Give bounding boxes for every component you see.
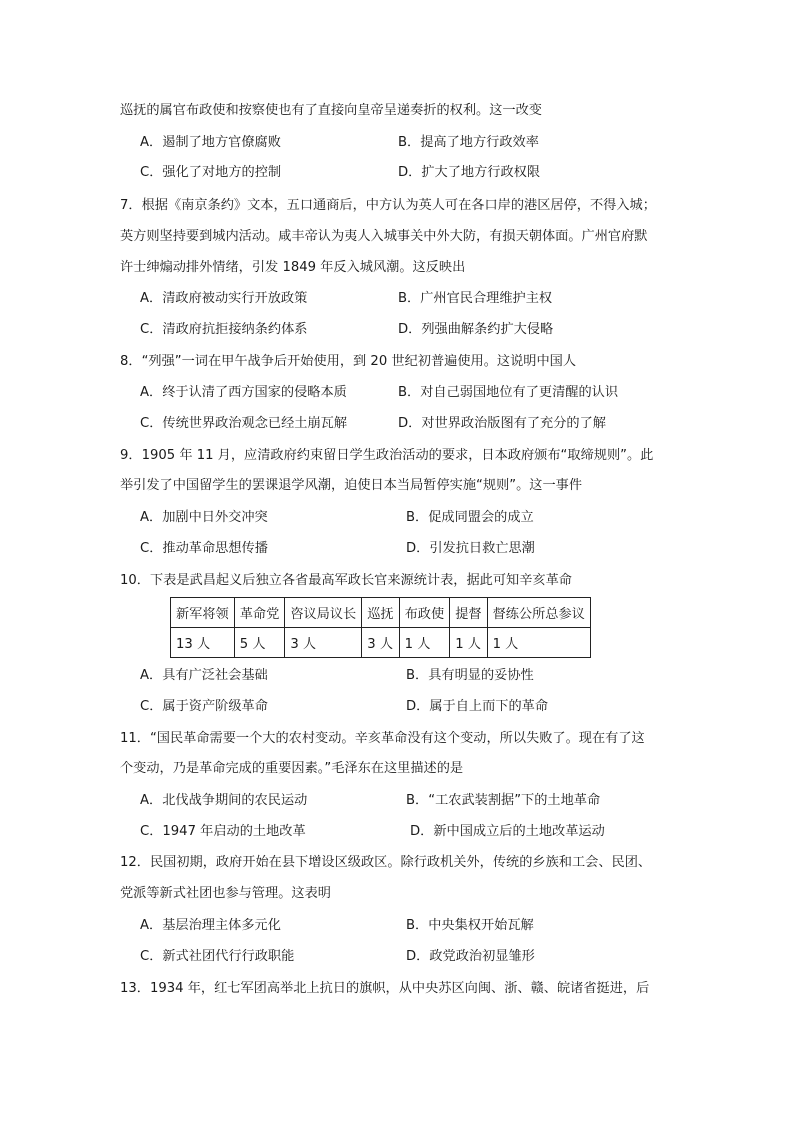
question-9-line-1: 9．1905 年 11 月，应清政府约束留日学生政治活动的要求，日本政府颁布“取缔规则”。此 [120,448,654,463]
table-header-cell: 提督 [450,598,487,628]
question-8-option-d[interactable]: D．对世界政治版图有了充分的了解 [398,416,606,431]
table-cell: 5 人 [234,628,285,658]
question-12-line-1: 12．民国初期，政府开始在县下增设区级政区。除行政机关外，传统的乡族和工会、民团、 [120,855,652,870]
question-9-option-a[interactable]: A．加剧中日外交冲突 [140,510,268,525]
question-7-option-a[interactable]: A．清政府被动实行开放政策 [140,291,308,306]
question-7-line-3: 许士绅煽动排外情绪，引发 1849 年反入城风潮。这反映出 [120,260,466,275]
question-7-option-c[interactable]: C．清政府抗拒接纳条约体系 [140,322,308,337]
question-10-line-1: 10．下表是武昌起义后独立各省最高军政长官来源统计表，据此可知辛亥革命 [120,573,572,588]
table-cell: 13 人 [171,628,235,658]
table-cell: 1 人 [450,628,487,658]
question-8-option-b[interactable]: B．对自己弱国地位有了更清醒的认识 [398,385,619,400]
table-row [171,628,591,658]
question-9-option-b[interactable]: B．促成同盟会的成立 [406,510,534,525]
question-11-option-b[interactable]: B．“工农武装割据”下的土地革命 [406,793,601,808]
question-12-option-d[interactable]: D．政党政治初显雏形 [406,949,535,964]
table-header-cell: 巡抚 [362,598,399,628]
question-8-option-c[interactable]: C．传统世界政治观念已经土崩瓦解 [140,416,348,431]
question-12-line-2: 党派等新式社团也参与管理。这表明 [120,886,331,901]
question-12-option-b[interactable]: B．中央集权开始瓦解 [406,918,534,933]
question-6-option-d[interactable]: D．扩大了地方行政权限 [398,165,541,180]
question-10-option-c[interactable]: C．属于资产阶级革命 [140,699,268,714]
question-6-option-b[interactable]: B．提高了地方行政效率 [398,135,539,150]
question-13-line-1: 13．1934 年，红七军团高举北上抗日的旗帜，从中央苏区向闽、浙、赣、皖诸省挺进，后 [120,981,650,996]
question-11-option-a[interactable]: A．北伐战争期间的农民运动 [140,793,308,808]
question-6-option-c[interactable]: C．强化了对地方的控制 [140,165,282,180]
question-11-line-2: 个变动，乃是革命完成的重要因素。”毛泽东在这里描述的是 [120,761,464,776]
table-cell: 3 人 [285,628,362,658]
question-7-option-d[interactable]: D．列强曲解条约扩大侵略 [398,322,554,337]
question-6-option-a[interactable]: A．遏制了地方官僚腐败 [140,135,281,150]
question-9-option-d[interactable]: D．引发抗日救亡思潮 [406,541,535,556]
question-12-option-c[interactable]: C．新式社团代行行政职能 [140,949,295,964]
table-cell: 3 人 [362,628,399,658]
question-10-option-a[interactable]: A．具有广泛社会基础 [140,668,268,683]
question-10-option-b[interactable]: B．具有明显的妥协性 [406,668,534,683]
table-header-cell: 咨议局议长 [285,598,362,628]
question-7-line-2: 英方则坚持要到城内活动。咸丰帝认为夷人入城事关中外大防，有损天朝体面。广州官府默 [120,229,648,244]
question-9-line-2: 举引发了中国留学生的罢课退学风潮，迫使日本当局暂停实施“规则”。这一事件 [120,478,583,493]
table-cell: 1 人 [399,628,450,658]
table-header-row [171,598,591,628]
question-11-option-c[interactable]: C．1947 年启动的土地改革 [140,824,306,839]
statistics-table [170,597,591,658]
question-7-option-b[interactable]: B．广州官民合理维护主权 [398,291,553,306]
question-6-tail: 巡抚的属官布政使和按察使也有了直接向皇帝呈递奏折的权利。这一改变 [120,103,542,118]
question-8-option-a[interactable]: A．终于认清了西方国家的侵略本质 [140,385,347,400]
table-cell: 1 人 [487,628,590,658]
question-9-option-c[interactable]: C．推动革命思想传播 [140,541,268,556]
question-10-option-d[interactable]: D．属于自上而下的革命 [406,699,549,714]
table-header-cell: 布政使 [399,598,450,628]
question-12-option-a[interactable]: A．基层治理主体多元化 [140,918,281,933]
question-8-line-1: 8．“列强”一词在甲午战争后开始使用，到 20 世纪初普遍使用。这说明中国人 [120,354,577,369]
table-header-cell: 革命党 [234,598,285,628]
question-7-line-1: 7．根据《南京条约》文本，五口通商后，中方认为英人可在各口岸的港区居停，不得入城； [120,198,656,213]
question-11-option-d[interactable]: D．新中国成立后的土地改革运动 [410,824,605,839]
question-11-line-1: 11．“国民革命需要一个大的农村变动。辛亥革命没有这个变动，所以失败了。现在有了这 [120,731,645,746]
table-header-cell: 督练公所总参议 [487,598,590,628]
table-header-cell: 新军将领 [171,598,235,628]
